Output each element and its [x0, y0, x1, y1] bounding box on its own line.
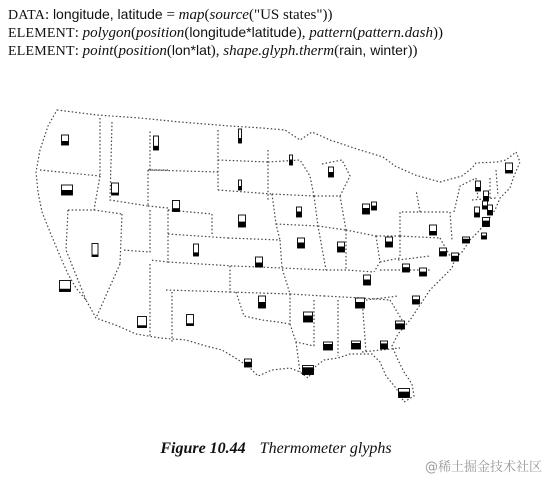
thermometer-glyph	[239, 180, 242, 190]
thermometer-fill	[399, 392, 410, 398]
thermometer-fill	[506, 170, 513, 173]
thermometer-fill	[463, 239, 470, 243]
spec-line-polygon: ELEMENT: polygon(position(longitude*latitude), pattern(pattern.dash))	[8, 24, 443, 41]
thermometer-fill	[356, 302, 365, 308]
thermometer-fill	[187, 323, 194, 325]
thermometer-fill	[484, 196, 489, 201]
spec-position: position	[118, 43, 167, 59]
thermometer-glyph	[298, 238, 305, 248]
thermometer-glyph	[338, 242, 345, 252]
thermometer-fill	[92, 255, 98, 257]
thermometer-glyph	[259, 296, 266, 308]
spec-equals: =	[162, 7, 179, 23]
thermometer-glyph	[303, 366, 314, 375]
spec-vars: lon*lat	[171, 42, 211, 58]
thermometer-glyph	[297, 207, 302, 217]
thermometer-glyph	[187, 315, 194, 326]
thermometer-glyph	[62, 185, 73, 195]
thermometer-glyph	[356, 298, 365, 308]
thermometer-fill	[430, 231, 437, 235]
thermometer-fill	[112, 193, 119, 195]
thermometer-glyph	[399, 389, 410, 398]
thermometer-glyph	[304, 312, 313, 322]
thermometer-glyph	[372, 202, 377, 210]
thermometer-fill	[483, 221, 490, 227]
thermometer-fill	[62, 141, 69, 145]
thermometer-glyph	[476, 181, 481, 191]
thermometer-fill	[452, 256, 459, 261]
thermometer-fill	[403, 267, 410, 272]
spec-args: rain, winter	[339, 42, 408, 58]
thermometer-fill	[194, 252, 199, 256]
thermometer-fill	[381, 343, 388, 349]
thermometer-fill	[239, 186, 242, 190]
thermometer-glyph	[381, 341, 388, 349]
thermometer-glyph	[484, 191, 489, 201]
thermometer-glyph	[482, 233, 487, 239]
spec-position: position	[135, 25, 185, 41]
thermometer-fill	[363, 208, 370, 214]
thermometer-glyph	[239, 129, 242, 143]
thermometer-glyph	[506, 163, 513, 173]
thermometer-glyph	[488, 205, 493, 215]
spec-vars: longitude*latitude	[189, 24, 297, 40]
spec-line-data: DATA: longitude, latitude = map(source("US states"))	[8, 6, 333, 23]
thermometer-glyph	[475, 207, 480, 217]
thermometer-glyph	[239, 215, 246, 227]
thermometer-fill	[352, 343, 361, 349]
thermometer-fill	[488, 210, 493, 215]
thermometer-fill	[475, 213, 480, 218]
thermometer-glyph	[403, 264, 410, 272]
spec-fn: point	[82, 43, 114, 59]
thermometer-glyph	[138, 317, 147, 328]
thermometer-glyph	[483, 218, 490, 227]
thermometer-glyph	[256, 257, 263, 267]
thermometer-fill	[303, 367, 314, 374]
thermometer-glyph	[62, 135, 69, 145]
thermometer-glyph	[194, 244, 199, 256]
spec-fn2: source	[209, 7, 249, 23]
thermometer-fill	[298, 243, 305, 249]
thermometer-glyph	[173, 201, 180, 212]
thermometer-fill	[259, 302, 266, 308]
thermometer-glyph	[329, 167, 334, 177]
thermometer-fill	[440, 251, 447, 256]
thermometer-glyphs	[60, 129, 513, 398]
thermometer-fill	[239, 138, 242, 143]
thermometer-fill	[297, 212, 302, 218]
thermometer-glyph	[324, 342, 333, 350]
thermometer-fill	[324, 344, 333, 350]
spec-arg: "US states"	[253, 7, 323, 23]
spec-fn: polygon	[82, 25, 131, 41]
thermometer-fill	[482, 235, 487, 239]
thermometer-fill	[413, 299, 420, 304]
thermometer-glyph	[420, 268, 427, 276]
thermometer-glyph	[413, 296, 420, 304]
thermometer-glyph	[440, 248, 447, 256]
thermometer-fill	[386, 242, 393, 248]
thermometer-fill	[483, 205, 488, 209]
spec-keyword: DATA	[8, 8, 46, 23]
thermometer-fill	[364, 280, 371, 286]
figure-title: Thermometer glyphs	[259, 440, 392, 457]
thermometer-glyph	[60, 281, 71, 292]
thermometer-glyph	[245, 359, 252, 367]
thermometer-glyph	[463, 237, 470, 243]
thermometer-fill	[239, 222, 246, 227]
thermometer-fill	[173, 208, 180, 211]
spec-fn2: shape.glyph.therm	[223, 43, 335, 59]
thermometer-fill	[476, 187, 481, 191]
thermometer-glyph	[352, 341, 361, 349]
thermometer-fill	[138, 325, 147, 327]
spec-fn: map	[178, 7, 205, 23]
thermometer-glyph	[430, 225, 437, 235]
thermometer-glyph	[452, 253, 459, 261]
thermometer-fill	[372, 206, 377, 210]
thermometer-glyph	[396, 321, 405, 329]
spec-vars: longitude, latitude	[52, 6, 163, 22]
spec-arg: pattern.dash	[357, 25, 433, 41]
thermometer-fill	[329, 172, 334, 177]
state-borders	[36, 110, 520, 402]
thermometer-fill	[396, 323, 405, 329]
thermometer-glyph	[92, 244, 98, 257]
spec-keyword: ELEMENT	[8, 26, 75, 41]
thermometer-fill	[245, 362, 252, 367]
thermometer-glyph	[154, 136, 159, 150]
thermometer-fill	[62, 190, 73, 195]
thermometer-glyph	[364, 275, 371, 285]
spec-fn2: pattern	[309, 25, 353, 41]
thermometer-glyph	[290, 155, 293, 165]
thermometer-fill	[338, 247, 345, 253]
thermometer-glyph	[386, 237, 393, 247]
spec-keyword: ELEMENT	[8, 44, 75, 59]
thermometer-fill	[304, 316, 313, 323]
thermometer-glyph	[112, 183, 119, 195]
thermometer-fill	[290, 160, 293, 166]
thermometer-glyph	[483, 201, 488, 209]
us-outline	[36, 110, 520, 402]
thermometer-fill	[256, 263, 263, 268]
thermometer-fill	[60, 289, 71, 292]
thermometer-glyph	[363, 204, 370, 214]
thermometer-fill	[420, 272, 427, 276]
figure-number: Figure 10.44	[160, 440, 246, 457]
spec-line-point: ELEMENT: point(position(lon*lat), shape.glyph.therm(rain, winter))	[8, 42, 418, 59]
thermometer-fill	[154, 146, 159, 150]
watermark: @稀土掘金技术社区	[424, 460, 542, 475]
